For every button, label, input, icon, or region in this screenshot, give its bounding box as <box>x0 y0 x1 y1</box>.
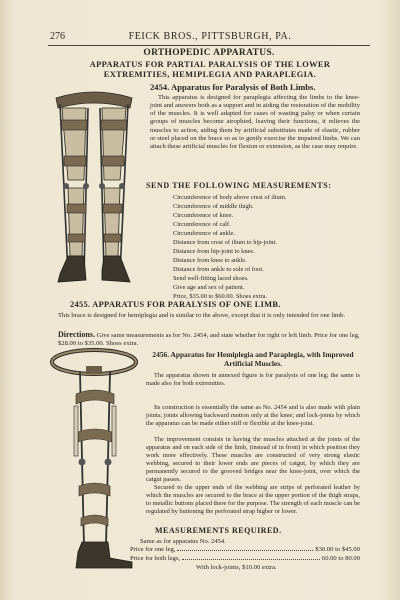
leader-dots <box>177 546 313 551</box>
page-title: ORTHOPEDIC APPARATUS. <box>143 48 275 58</box>
item-2454-heading: 2454. Apparatus for Paralysis of Both Limbs. <box>150 82 316 92</box>
measurement-item: Distance from knee to ankle. <box>173 257 247 264</box>
page-header <box>50 31 370 43</box>
measurement-item: Distance from hip-joint to knee. <box>173 248 255 255</box>
measurement-item: Circumference of body above crest of ilium. <box>173 194 287 201</box>
measurement-item: Send well-fitting laced shoes. <box>173 275 249 282</box>
firm-name: FEICK BROS., PITTSBURGH, PA. <box>128 31 292 42</box>
item-2456-heading: 2456. Apparatus for Hemiplegia and Paraplegia, with Improved Artificial Muscles. <box>152 350 354 368</box>
page-number: 276 <box>50 31 65 42</box>
item-2456-paragraph-2: Its construction is essentially the same as No. 2454 and is also made with plain joints; joints allowing backward motion only at the knee; and lock-joints by which the apparatus can be made either stiff or flexible at the knee-joint. <box>146 404 360 428</box>
section-subtitle: APPARATUS FOR PARTIAL PARALYSIS OF THE LOWER EXTREMITIES, HEMIPLEGIA AND PARAPLEGIA. <box>89 60 331 79</box>
price-both-label: Price for both legs, <box>130 555 181 562</box>
required-heading: MEASUREMENTS REQUIRED. <box>155 526 282 535</box>
item-2456-paragraph-3: The improvement consists in having the muscles attached at the joints of the apparatus and on each side of the limb, (instead of in front) in which position they work more effectively. These muscles are constructed of very strong elastic webbing, secured to their lower ends are pieces of catgut, by which they are permanently secured to the grooved bridges near the knee-joint, over which the catgut passes. <box>146 436 360 484</box>
measurement-item: Circumference of middle thigh. <box>173 203 254 210</box>
measurement-item: Distance from crest of ilium to hip-joint. <box>173 239 277 246</box>
measurement-item: Circumference of ankle. <box>173 230 235 237</box>
required-same-as: Same as for apparatus No. 2454. <box>140 538 226 545</box>
price-both-legs <box>130 555 360 562</box>
directions-label: Directions. <box>58 330 95 339</box>
item-2455-heading: 2455. APPARATUS FOR PARALYSIS OF ONE LIMB. <box>70 300 281 309</box>
price-one-value: $30.00 to $45.00 <box>315 546 360 553</box>
leader-dots <box>182 555 320 560</box>
measurement-item: Circumference of knee. <box>173 212 234 219</box>
measurements-list <box>173 193 286 301</box>
measurement-item: Distance from ankle to sole of foot. <box>173 266 264 273</box>
measurements-heading: SEND THE FOLLOWING MEASUREMENTS: <box>146 181 332 190</box>
header-rule <box>48 45 370 46</box>
item-2455-description: This brace is designed for hemiplegia and is similar to the above, except that it is only intended for one limb. <box>58 312 346 319</box>
price-one-leg <box>130 546 360 553</box>
illustration-2454-double-brace <box>46 84 142 294</box>
directions-text: Give same measurements as for No. 2454, and state whether for right or left limb. Price for one leg, $28.00 to $35.00. Shoes extra. <box>58 332 360 348</box>
lock-joints-note: With lock-joints, $10.00 extra. <box>196 564 277 571</box>
measurement-item: Price, $35.00 to $60.00. Shoes extra. <box>173 293 268 300</box>
price-both-value: 60.00 to 80.00 <box>321 555 360 562</box>
item-2454-description: This apparatus is designed for paraplegia affecting the limbs to the knee-joint and answers both as a support and in aiding the restoration of the mobility of the muscles. It is well adapted for cases of wasting palsy or when certain groups of muscles become atrophied, leaving their functions, it relieves the muscles to action, aiding them by artificial substitutes made of elastic, rubber or steel placed on the brace so as to gently exercise the impaired limbs. We can attach these artificial muscles for flexion or extension, as the case may require. <box>150 94 360 150</box>
item-2456-paragraph-4: Secured to the upper ends of the webbing are strips of perforated leather by which the muscles are secured to the brace at the upper portion of the thigh straps, to metallic buttons placed there for the purpose. The strength of each muscle can be regulated by buttoning the perforated strap higher or lower. <box>146 484 360 516</box>
item-2456-paragraph-1: The apparatus shown in annexed figure is for paralysis of one leg; the same is made also for both extremities. <box>146 372 360 388</box>
price-one-label: Price for one leg, <box>130 546 176 553</box>
measurement-item: Give age and sex of patient. <box>173 284 245 291</box>
illustration-2456-single-brace <box>46 346 142 570</box>
measurement-item: Circumference of calf. <box>173 221 231 228</box>
